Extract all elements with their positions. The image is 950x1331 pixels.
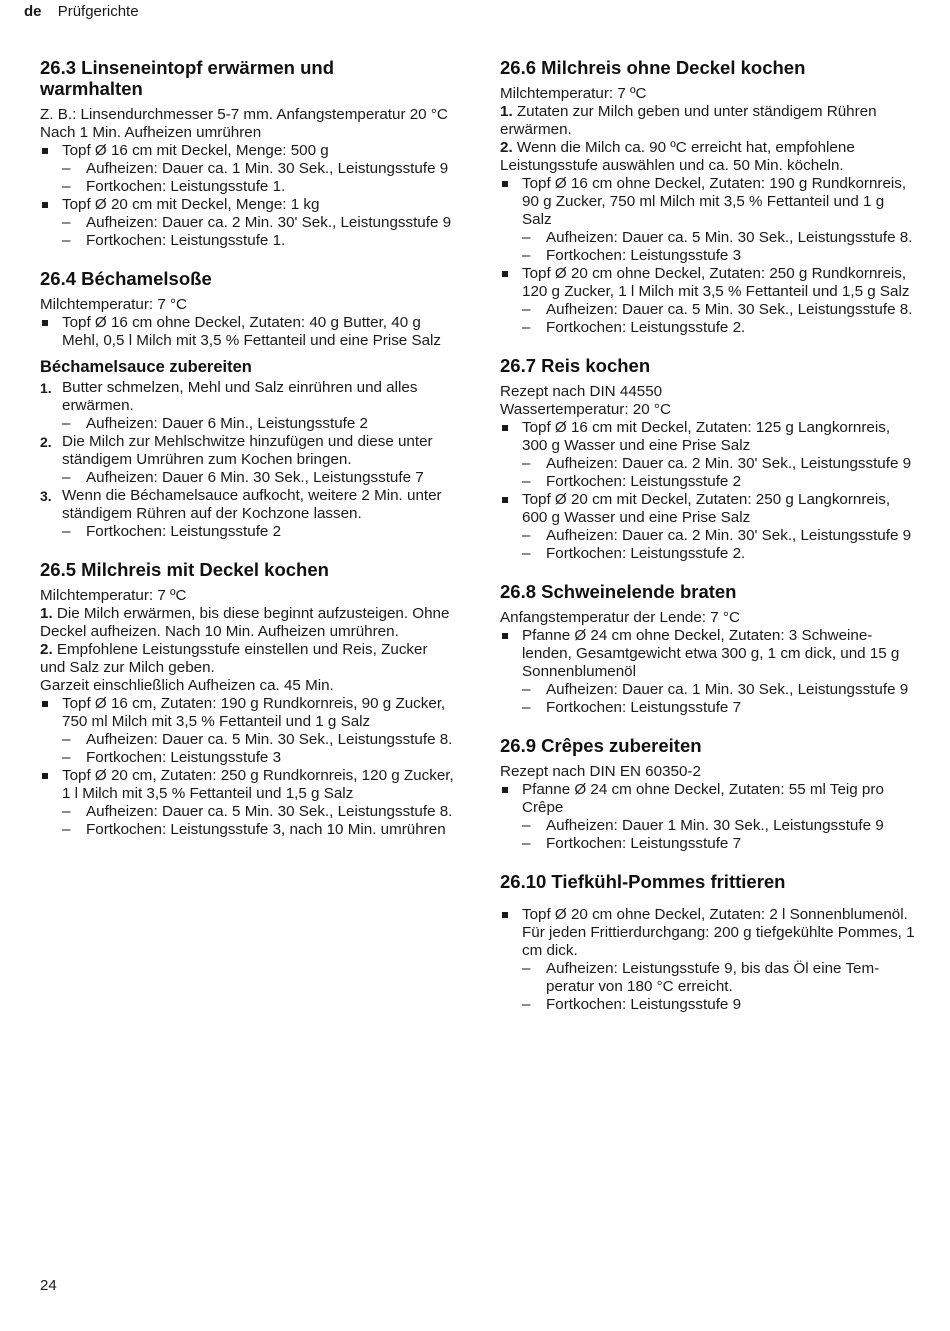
dash-item: – Aufheizen: Dauer ca. 2 Min. 30' Sek., Leistungsstufe 9	[500, 527, 915, 545]
step-text: Die Milch erwärmen, bis diese beginnt aufzusteigen. Ohne Deckel aufheizen. Nach 10 Min. Aufheizen umrühren.	[40, 605, 450, 640]
section-26-3	[40, 57, 455, 250]
section-26-10	[500, 871, 915, 1014]
chapter-title: Prüfgerichte	[57, 3, 139, 20]
numbered-item	[40, 433, 455, 469]
language-code: de	[24, 3, 42, 20]
section-title	[40, 57, 455, 99]
dash-item: – Aufheizen: Leistungsstufe 9, bis das Öl eine Temperatur von 180 °C erreicht.	[500, 960, 915, 996]
paragraph: Z. B.: Linsendurchmesser 5-7 mm. Anfangstemperatur 20 °C	[40, 106, 448, 123]
step-text: Die Milch zur Mehlschwitze hinzufügen und diese unter ständigem Umrühren zum Kochen bringen.	[62, 433, 433, 468]
step-number: 2.	[500, 139, 513, 156]
dash-item: – Aufheizen: Dauer ca. 1 Min. 30 Sek., Leistungsstufe 9	[40, 160, 455, 178]
section-26-8	[500, 581, 915, 717]
step-text: Zutaten zur Milch geben und unter ständigem Rühren erwärmen.	[500, 103, 877, 138]
right-column	[500, 57, 915, 1032]
section-title: 26.7 Reis kochen	[500, 355, 651, 376]
section-26-7	[500, 355, 915, 563]
dash-item: – Fortkochen: Leistungsstufe 1.	[40, 178, 455, 196]
section-title: 26.6 Milchreis ohne Deckel kochen	[500, 57, 806, 78]
paragraph	[500, 139, 915, 175]
dash-item: – Fortkochen: Leistungsstufe 3	[500, 247, 915, 265]
bullet-item: Topf Ø 20 cm ohne Deckel, Zutaten: 2 l Sonnenblumenöl. Für jeden Frittierdurchgang: 200 g tiefgekühlte Pommes, 1 cm dick.	[500, 906, 915, 960]
bullet-item: Topf Ø 16 cm mit Deckel, Menge: 500 g	[40, 142, 455, 160]
dash-item: – Fortkochen: Leistungsstufe 2.	[500, 545, 915, 563]
paragraph: Milchtemperatur: 7 ºC	[40, 587, 187, 604]
step-text: Wenn die Milch ca. 90 ºC erreicht hat, empfohlene Leistungsstufe auswählen und ca. 50 Min. köcheln.	[500, 139, 855, 174]
dash-item: – Fortkochen: Leistungsstufe 9	[500, 996, 915, 1014]
paragraph: Anfangstemperatur der Lende: 7 °C	[500, 609, 740, 626]
paragraph: Wassertemperatur: 20 °C	[500, 401, 671, 418]
dash-item: – Aufheizen: Dauer 6 Min., Leistungsstufe 2	[40, 415, 455, 433]
bullet-item: Topf Ø 16 cm ohne Deckel, Zutaten: 40 g Butter, 40 g Mehl, 0,5 l Milch mit 3,5 % Fettanteil und eine Prise Salz	[40, 314, 455, 350]
paragraph	[500, 103, 915, 139]
bullet-item: Topf Ø 16 cm ohne Deckel, Zutaten: 190 g Rundkornreis, 90 g Zucker, 750 ml Milch mit 3,5 % Fettanteil und 1 g Salz	[500, 175, 915, 229]
section-26-5	[40, 559, 455, 839]
dash-item: – Fortkochen: Leistungsstufe 3, nach 10 Min. umrühren	[40, 821, 455, 839]
step-number: 3.	[40, 488, 52, 504]
section-title: 26.8 Schweinelende braten	[500, 581, 737, 602]
paragraph: Milchtemperatur: 7 ºC	[500, 85, 647, 102]
step-text: Butter schmelzen, Mehl und Salz einrühren und alles erwärmen.	[62, 379, 418, 414]
section-26-4	[40, 268, 455, 541]
dash-item: – Fortkochen: Leistungsstufe 7	[500, 699, 915, 717]
numbered-item	[40, 379, 455, 415]
section-title: 26.10 Tiefkühl-Pommes frittieren	[500, 871, 786, 892]
dash-item: – Aufheizen: Dauer 6 Min. 30 Sek., Leistungsstufe 7	[40, 469, 455, 487]
dash-item: – Aufheizen: Dauer ca. 2 Min. 30' Sek., Leistungsstufe 9	[500, 455, 915, 473]
dash-item: – Fortkochen: Leistungsstufe 2.	[500, 319, 915, 337]
paragraph: Garzeit einschließlich Aufheizen ca. 45 Min.	[40, 677, 334, 694]
step-number: 1.	[40, 380, 52, 396]
section-title: 26.5 Milchreis mit Deckel kochen	[40, 559, 329, 580]
dash-item: – Aufheizen: Dauer ca. 5 Min. 30 Sek., Leistungsstufe 8.	[500, 229, 915, 247]
page-header	[24, 3, 139, 21]
page-number: 24	[40, 1277, 57, 1294]
bullet-item: Topf Ø 20 cm, Zutaten: 250 g Rundkornreis, 120 g Zucker, 1 l Milch mit 3,5 % Fettanteil und 1,5 g Salz	[40, 767, 455, 803]
step-number: 1.	[40, 605, 53, 622]
bullet-item: Topf Ø 16 cm, Zutaten: 190 g Rundkornreis, 90 g Zucker, 750 ml Milch mit 3,5 % Fettanteil und 1 g Salz	[40, 695, 455, 731]
section-title: 26.4 Béchamelsoße	[40, 268, 212, 289]
numbered-item	[40, 487, 455, 523]
left-column	[40, 57, 455, 857]
dash-item: – Aufheizen: Dauer 1 Min. 30 Sek., Leistungsstufe 9	[500, 817, 915, 835]
section-title: 26.9 Crêpes zubereiten	[500, 735, 702, 756]
paragraph: Rezept nach DIN EN 60350-2	[500, 763, 701, 780]
paragraph	[40, 641, 455, 677]
dash-item: – Aufheizen: Dauer ca. 5 Min. 30 Sek., Leistungsstufe 8.	[40, 731, 455, 749]
bullet-item: Topf Ø 16 cm mit Deckel, Zutaten: 125 g Langkornreis, 300 g Wasser und eine Prise Salz	[500, 419, 915, 455]
dash-item: – Fortkochen: Leistungsstufe 2	[40, 523, 455, 541]
bullet-item: Topf Ø 20 cm ohne Deckel, Zutaten: 250 g Rundkornreis, 120 g Zucker, 1 l Milch mit 3,5 % Fettanteil und 1,5 g Salz	[500, 265, 915, 301]
dash-item: – Aufheizen: Dauer ca. 5 Min. 30 Sek., Leistungsstufe 8.	[40, 803, 455, 821]
dash-item: – Fortkochen: Leistungsstufe 2	[500, 473, 915, 491]
step-number: 2.	[40, 641, 53, 658]
dash-item: – Fortkochen: Leistungsstufe 3	[40, 749, 455, 767]
paragraph: Nach 1 Min. Aufheizen umrühren	[40, 124, 262, 141]
dash-item: – Fortkochen: Leistungsstufe 1.	[40, 232, 455, 250]
dash-item: – Aufheizen: Dauer ca. 1 Min. 30 Sek., Leistungsstufe 9	[500, 681, 915, 699]
step-number: 2.	[40, 434, 52, 450]
bullet-item: Topf Ø 20 cm mit Deckel, Menge: 1 kg	[40, 196, 455, 214]
step-text: Empfohlene Leistungsstufe einstellen und Reis, Zucker und Salz zur Milch geben.	[40, 641, 428, 676]
step-text: Wenn die Béchamelsauce aufkocht, weitere 2 Min. unter ständigem Rühren auf der Kochzone lassen.	[62, 487, 442, 522]
section-26-9	[500, 735, 915, 853]
paragraph: Rezept nach DIN 44550	[500, 383, 663, 400]
dash-item: – Fortkochen: Leistungsstufe 7	[500, 835, 915, 853]
dash-item: – Aufheizen: Dauer ca. 5 Min. 30 Sek., Leistungsstufe 8.	[500, 301, 915, 319]
section-26-6	[500, 57, 915, 337]
bullet-item: Topf Ø 20 cm mit Deckel, Zutaten: 250 g Langkornreis, 600 g Wasser und eine Prise Salz	[500, 491, 915, 527]
dash-item: – Aufheizen: Dauer ca. 2 Min. 30' Sek., Leistungsstufe 9	[40, 214, 455, 232]
section-title-line1: 26.3 Linseneintopf erwärmen und	[40, 57, 335, 78]
bullet-item: Pfanne Ø 24 cm ohne Deckel, Zutaten: 3 Schweinelenden, Gesamtgewicht etwa 300 g, 1 cm dick, und 15 g Sonnenblumenöl	[500, 627, 915, 681]
paragraph: Milchtemperatur: 7 °C	[40, 296, 188, 313]
subsection-title: Béchamelsauce zubereiten	[40, 358, 252, 376]
section-title-line2: warmhalten	[40, 78, 143, 99]
paragraph	[40, 605, 455, 641]
step-number: 1.	[500, 103, 513, 120]
bullet-item: Pfanne Ø 24 cm ohne Deckel, Zutaten: 55 ml Teig pro Crêpe	[500, 781, 915, 817]
